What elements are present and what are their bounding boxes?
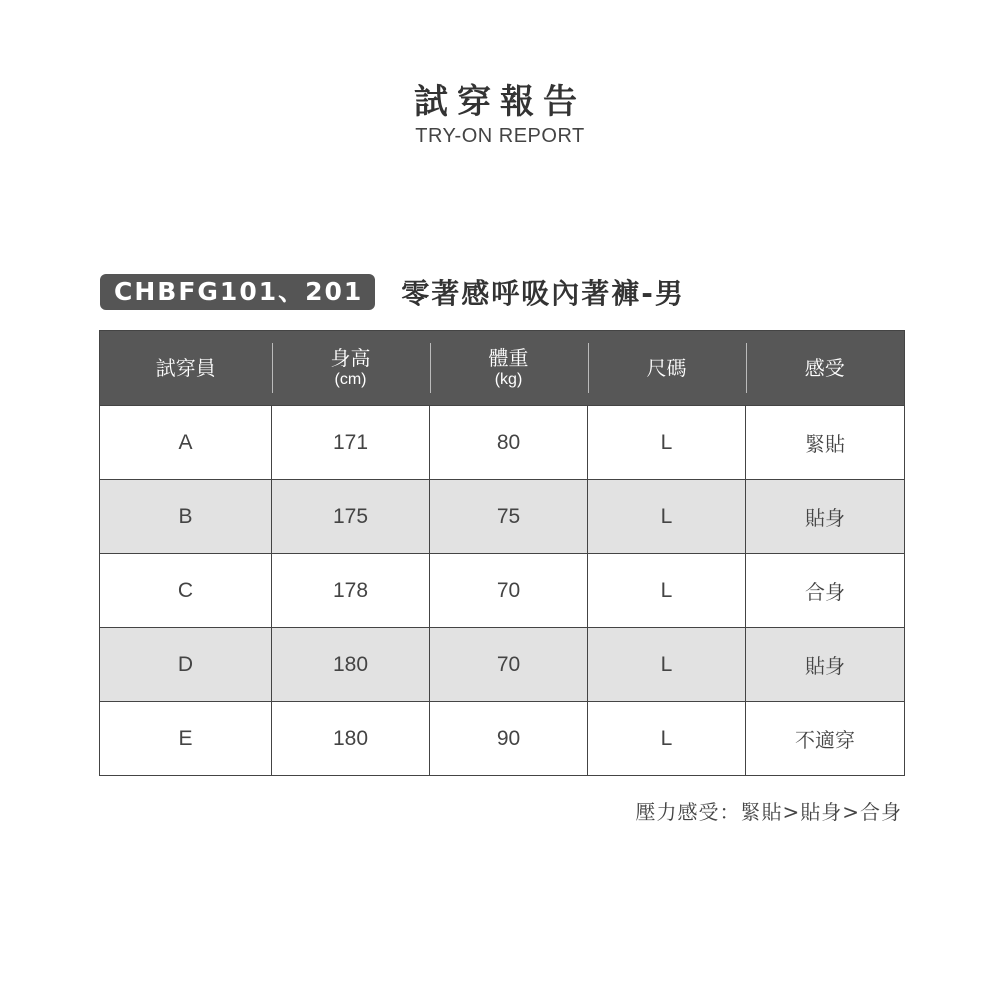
report-subtitle: TRY-ON REPORT — [415, 125, 585, 147]
model-code-badge: CHBFG101、201 — [100, 274, 375, 310]
cell-height: 180 — [272, 702, 430, 776]
cell-feeling: 貼身 — [746, 628, 905, 702]
cell-size: L — [588, 406, 746, 480]
column-header-size — [588, 331, 746, 406]
table-header-row — [100, 331, 905, 406]
column-header-tester — [100, 331, 272, 406]
cell-size: L — [588, 554, 746, 628]
column-header-label: 試穿員 — [155, 356, 216, 380]
column-header-height — [272, 331, 430, 406]
table-row — [100, 628, 905, 702]
cell-feeling: 緊貼 — [746, 406, 905, 480]
cell-feeling: 不適穿 — [746, 702, 905, 776]
column-header-label: 體重 — [488, 346, 529, 370]
table-row — [100, 554, 905, 628]
product-heading — [100, 272, 685, 312]
column-header-feeling — [746, 331, 905, 406]
cell-size: L — [588, 480, 746, 554]
cell-tester: D — [100, 628, 272, 702]
cell-tester: B — [100, 480, 272, 554]
cell-height: 178 — [272, 554, 430, 628]
cell-weight: 70 — [430, 628, 588, 702]
cell-height: 180 — [272, 628, 430, 702]
column-header-weight — [430, 331, 588, 406]
pressure-note: 壓力感受：緊貼>貼身>合身 — [635, 800, 902, 824]
cell-height: 171 — [272, 406, 430, 480]
cell-tester: E — [100, 702, 272, 776]
column-divider — [746, 343, 747, 393]
cell-size: L — [588, 702, 746, 776]
cell-weight: 75 — [430, 480, 588, 554]
column-header-unit: (cm) — [334, 371, 367, 388]
table-row — [100, 702, 905, 776]
column-header-unit: (kg) — [494, 371, 523, 388]
cell-feeling: 合身 — [746, 554, 905, 628]
cell-tester: C — [100, 554, 272, 628]
try-on-table — [99, 330, 905, 776]
column-divider — [430, 343, 431, 393]
cell-weight: 70 — [430, 554, 588, 628]
cell-tester: A — [100, 406, 272, 480]
table-row — [100, 480, 905, 554]
cell-size: L — [588, 628, 746, 702]
report-title: 試穿報告 — [414, 82, 586, 122]
column-divider — [272, 343, 273, 393]
cell-weight: 90 — [430, 702, 588, 776]
table-row — [100, 406, 905, 480]
cell-height: 175 — [272, 480, 430, 554]
cell-feeling: 貼身 — [746, 480, 905, 554]
column-header-label: 尺碼 — [646, 356, 687, 380]
column-divider — [588, 343, 589, 393]
product-name: 零著感呼吸內著褲-男 — [401, 277, 685, 310]
column-header-label: 身高 — [330, 346, 371, 370]
column-header-label: 感受 — [804, 356, 845, 380]
cell-weight: 80 — [430, 406, 588, 480]
